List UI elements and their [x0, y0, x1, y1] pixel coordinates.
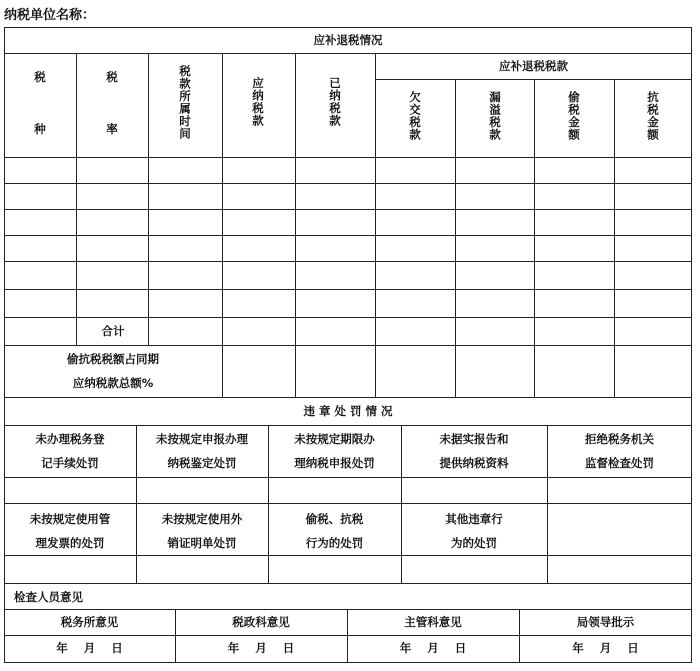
- date-tax-policy-section: 年 月 日: [227, 641, 295, 655]
- date-tax-office: 年 月 日: [56, 641, 123, 655]
- opinion-bureau-leader: 局领导批示: [576, 615, 635, 629]
- subsection-title-refund-tax: 应补退税税款: [499, 59, 568, 73]
- tax-form-table: [4, 27, 692, 663]
- col-tax-rate-top: 税: [106, 70, 118, 84]
- col-tax-rate-bottom: 率: [106, 122, 118, 136]
- col-evaded: 偷税金额: [567, 91, 581, 141]
- penalty-evasion-resistance: 偷税、抗税 行为的处罚: [305, 512, 364, 550]
- date-bureau-leader: 年 月 日: [572, 641, 639, 655]
- col-owed: 欠交税款: [408, 91, 422, 141]
- inspector-opinion-label: 检查人员意见: [14, 590, 83, 604]
- penalty-refuse-inspection: 拒绝税务机关 监督检查处罚: [585, 432, 654, 470]
- penalty-false-report: 未据实报告和 提供纳税资料: [439, 432, 509, 470]
- penalty-invoice-misuse: 未按规定使用管 理发票的处罚: [29, 512, 111, 550]
- col-leaked: 漏溢税款: [488, 91, 502, 141]
- col-tax-type-top: 税: [34, 70, 46, 84]
- section-title-penalties: 违 章 处 罚 情 况: [303, 404, 393, 418]
- penalty-late-filing: 未按规定期限办 理纳税申报处罚: [294, 432, 375, 470]
- total-label: 合计: [101, 324, 125, 338]
- section-title-refund: 应补退税情况: [313, 33, 383, 47]
- penalty-sales-certificate: 未按规定使用外 销证明单处罚: [161, 512, 243, 550]
- ratio-label: 偷抗税税额占同期 应纳税款总额%: [67, 352, 159, 390]
- penalty-no-tax-appraisal: 未按规定申报办理 纳税鉴定处罚: [156, 432, 248, 470]
- col-tax-period: 税款所属时间: [178, 65, 192, 140]
- penalty-unregistered: 未办理税务登 记手续处罚: [35, 432, 105, 470]
- date-supervising-section: 年 月 日: [399, 641, 467, 655]
- col-resisted: 抗税金额: [646, 91, 660, 141]
- taxpayer-name-label: 纳税单位名称：: [4, 8, 96, 23]
- opinion-supervising-section: 主管科意见: [404, 615, 462, 629]
- opinion-tax-office: 税务所意见: [60, 615, 119, 629]
- opinion-tax-policy-section: 税政科意见: [232, 615, 290, 629]
- col-paid: 已纳税款: [328, 77, 342, 127]
- col-tax-type-bottom: 种: [34, 122, 46, 136]
- col-payable: 应纳税款: [251, 77, 265, 127]
- penalty-other: 其他违章行 为的处罚: [445, 512, 503, 550]
